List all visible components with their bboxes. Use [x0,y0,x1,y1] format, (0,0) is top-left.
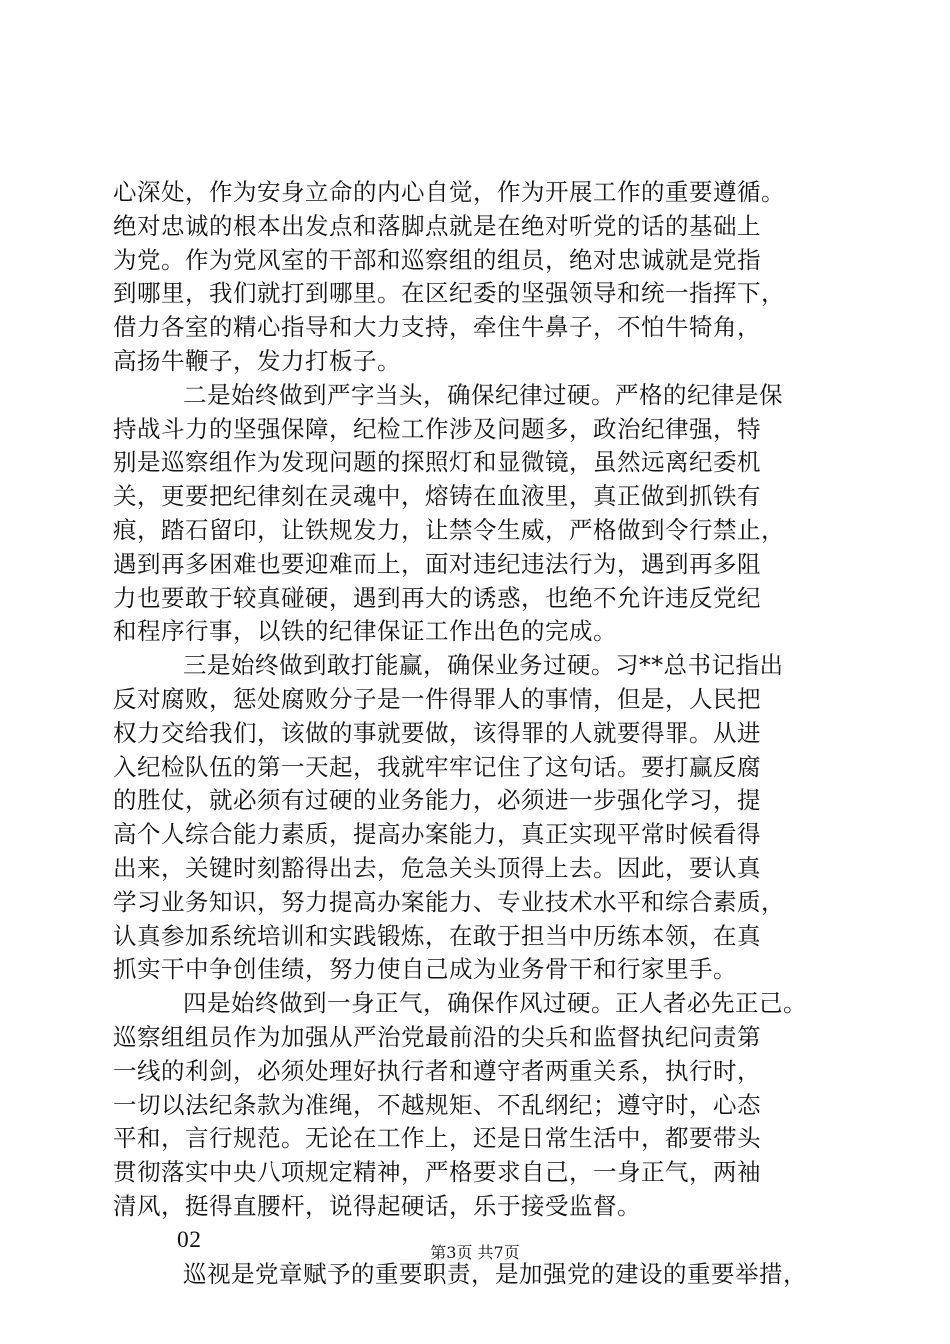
text-line: 心深处，作为安身立命的内心自觉，作为开展工作的重要遵循。 [113,178,785,206]
text-line: 和程序行事，以铁的纪律保证工作出色的完成。 [113,617,617,646]
paragraph-start-line: 四是始终做到一身正气，确保作风过硬。正人者必先正己。 [183,989,807,1018]
text-line: 入纪检队伍的第一天起，我就牢牢记住了这句话。要打赢反腐 [113,752,761,781]
text-line: 出来，关键时刻豁得出去，危急关头顶得上去。因此，要认真 [113,853,761,882]
text-line: 高扬牛鞭子，发力打板子。 [113,346,401,375]
text-line: 高个人综合能力素质，提高办案能力，真正实现平常时候看得 [113,820,761,849]
paragraph-start-line: 巡视是党章赋予的重要职责，是加强党的建设的重要举措， [183,1259,807,1288]
text-line: 借力各室的精心指导和大力支持，牵住牛鼻子，不怕牛犄角， [113,313,761,342]
text-line: 的胜仗，就必须有过硬的业务能力，必须进一步强化学习，提 [113,786,761,815]
text-line: 抓实干中争创佳绩，努力使自己成为业务骨干和行家里手。 [113,955,737,984]
document-body [113,176,853,1291]
paragraph-start-line: 二是始终做到严字当头，确保纪律过硬。严格的纪律是保 [183,380,783,409]
text-line: 持战斗力的坚强保障，纪检工作涉及问题多，政治纪律强，特 [113,414,761,443]
text-line: 力也要敢于较真碰硬，遇到再大的诱惑，也绝不允许违反党纪 [113,583,761,612]
text-line: 学习业务知识，努力提高办案能力、专业技术水平和综合素质， [113,887,785,916]
text-line: 平和，言行规范。无论在工作上，还是日常生活中，都要带头 [113,1124,761,1153]
text-line: 绝对忠诚的根本出发点和落脚点就是在绝对听党的话的基础上 [113,211,761,240]
text-line: 为党。作为党风室的干部和巡察组的组员，绝对忠诚就是党指 [113,245,761,274]
text-line: 清风，挺得直腰杆，说得起硬话，乐于接受监督。 [113,1191,641,1220]
text-line: 关，更要把纪律刻在灵魂中，熔铸在血液里，真正做到抓铁有 [113,482,761,511]
text-line: 别是巡察组作为发现问题的探照灯和显微镜，虽然远离纪委机 [113,448,761,477]
text-line: 反对腐败，惩处腐败分子是一件得罪人的事情，但是，人民把 [113,684,761,713]
text-line: 权力交给我们，该做的事就要做，该得罪的人就要得罪。从进 [113,718,761,747]
section-number: 02 [177,1226,202,1253]
text-line: 认真参加系统培训和实践锻炼，在敢于担当中历练本领，在真 [113,921,761,950]
text-line: 巡察组组员作为加强从严治党最前沿的尖兵和监督执纪问责第 [113,1022,761,1051]
text-line: 贯彻落实中央八项规定精神，严格要求自己，一身正气，两袖 [113,1158,761,1187]
text-line: 一线的利剑，必须处理好执行者和遵守者两重关系，执行时， [113,1056,761,1085]
text-line: 痕，踏石留印，让铁规发力，让禁令生威，严格做到令行禁止， [113,515,785,544]
paragraph-start-line: 三是始终做到敢打能赢，确保业务过硬。习**总书记指出 [183,651,784,680]
text-line: 遇到再多困难也要迎难而上，面对违纪违法行为，遇到再多阻 [113,549,761,578]
text-line: 到哪里，我们就打到哪里。在区纪委的坚强领导和统一指挥下， [113,279,785,308]
page-footer: 第3页 共7页 [430,1243,520,1262]
text-line: 一切以法纪条款为准绳，不越规矩、不乱纲纪；遵守时，心态 [113,1090,761,1119]
